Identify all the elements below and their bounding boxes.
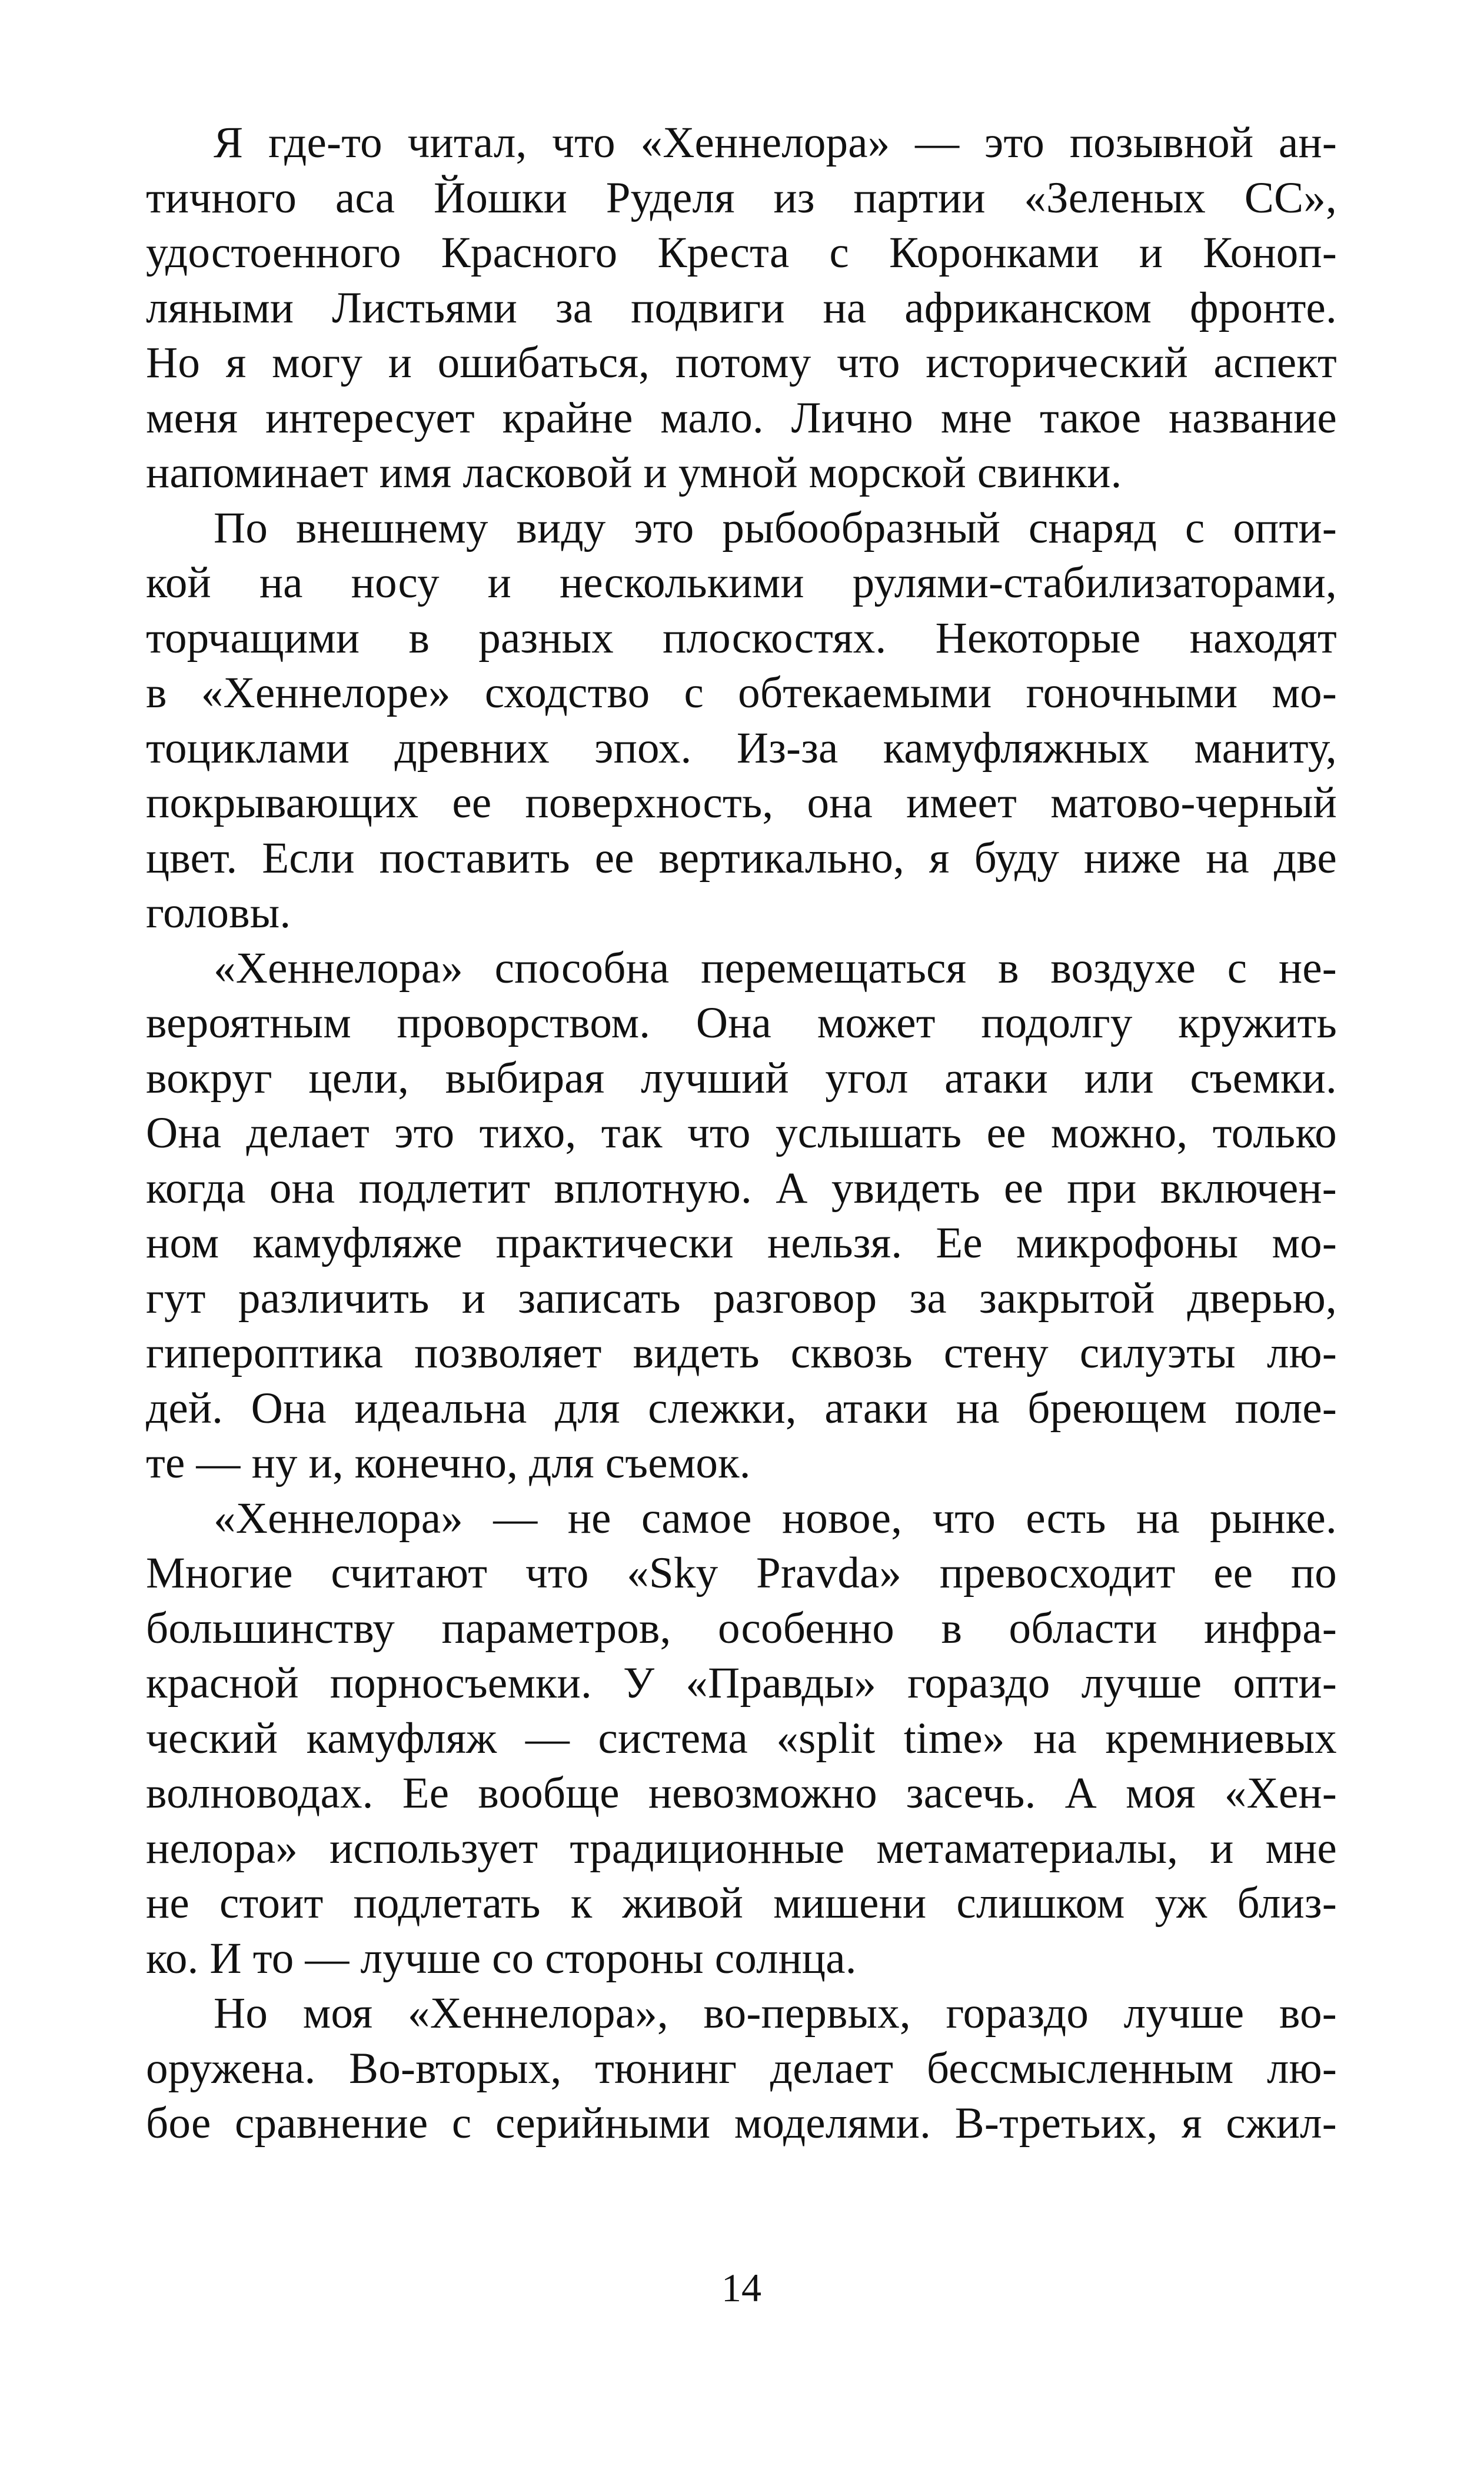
text-line: красной порносъемки. У «Правды» гораздо лучше опти- — [146, 1659, 1337, 1708]
text-line: не стоит подлетать к живой мишени слишком уж близ- — [146, 1879, 1337, 1928]
text-line: в «Хеннелоре» сходство с обтекаемыми гоночными мо- — [146, 668, 1337, 717]
text-line: Но я могу и ошибаться, потому что исторический аспект — [146, 338, 1337, 387]
text-line: покрывающих ее поверхность, она имеет матово-черный — [146, 778, 1337, 827]
text-line: цвет. Если поставить ее вертикально, я буду ниже на две — [146, 833, 1337, 883]
text-line: вероятным проворством. Она может подолгу кружить — [146, 999, 1337, 1047]
text-line: напоминает имя ласковой и умной морской свинки. — [146, 448, 1122, 497]
text-line: оружена. Во-вторых, тюнинг делает бессмысленным лю- — [146, 2044, 1337, 2093]
body-text — [146, 115, 1337, 2151]
text-line: когда она подлетит вплотную. А увидеть ее при включен- — [146, 1163, 1337, 1213]
text-line: нелора» использует традиционные метаматериалы, и мне — [146, 1823, 1337, 1873]
text-line: тоциклами древних эпох. Из-за камуфляжных маниту, — [146, 723, 1337, 773]
paragraph — [146, 501, 1337, 941]
paragraph — [146, 1491, 1337, 1986]
text-line: меня интересует крайне мало. Лично мне такое название — [146, 393, 1337, 442]
text-line: волноводах. Ее вообще невозможно засечь. А моя «Хен- — [146, 1769, 1337, 1818]
text-line: «Хеннелора» способна перемещаться в воздухе с не- — [214, 943, 1337, 993]
text-line: Но моя «Хеннелора», во-первых, гораздо лучше во- — [214, 1989, 1337, 2038]
text-line: ляными Листьями за подвиги на африканском фронте. — [146, 283, 1337, 332]
text-line: торчащими в разных плоскостях. Некоторые находят — [146, 613, 1337, 663]
text-line: вокруг цели, выбирая лучший угол атаки или съемки. — [146, 1053, 1337, 1103]
text-line: гипероптика позволяет видеть сквозь стену силуэты лю- — [146, 1329, 1337, 1377]
text-line: По внешнему виду это рыбообразный снаряд с опти- — [214, 503, 1337, 553]
book-page — [146, 115, 1337, 2410]
text-line: тичного аса Йошки Руделя из партии «Зеленых СС», — [146, 173, 1337, 222]
text-line: гут различить и записать разговор за закрытой дверью, — [146, 1273, 1337, 1323]
text-line: ко. И то — лучше со стороны солнца. — [146, 1933, 857, 1983]
text-line: бое сравнение с серийными моделями. В-третьих, я сжил- — [146, 2099, 1337, 2148]
text-line: ном камуфляже практически нельзя. Ее микрофоны мо- — [146, 1219, 1337, 1267]
text-line: ческий камуфляж — система «split time» на кремниевых — [146, 1713, 1337, 1763]
text-line: Она делает это тихо, так что услышать ее можно, только — [146, 1109, 1337, 1157]
text-line: кой на носу и несколькими рулями-стабилизаторами, — [146, 558, 1337, 607]
paragraph — [146, 1986, 1337, 2151]
paragraph — [146, 941, 1337, 1491]
text-line: головы. — [146, 888, 291, 937]
text-line: большинству параметров, особенно в области инфра- — [146, 1603, 1337, 1653]
paragraph — [146, 115, 1337, 501]
text-line: Я где-то читал, что «Хеннелора» — это позывной ан- — [214, 118, 1337, 167]
text-line: Многие считают что «Sky Pravda» превосходит ее по — [146, 1549, 1337, 1598]
text-line: удостоенного Красного Креста с Коронками и Коноп- — [146, 228, 1337, 277]
text-line: те — ну и, конечно, для съемок. — [146, 1439, 751, 1487]
text-line: «Хеннелора» — не самое новое, что есть на рынке. — [214, 1493, 1337, 1543]
text-line: дей. Она идеальна для слежки, атаки на бреющем поле- — [146, 1383, 1337, 1433]
page-number: 14 — [721, 2265, 761, 2310]
